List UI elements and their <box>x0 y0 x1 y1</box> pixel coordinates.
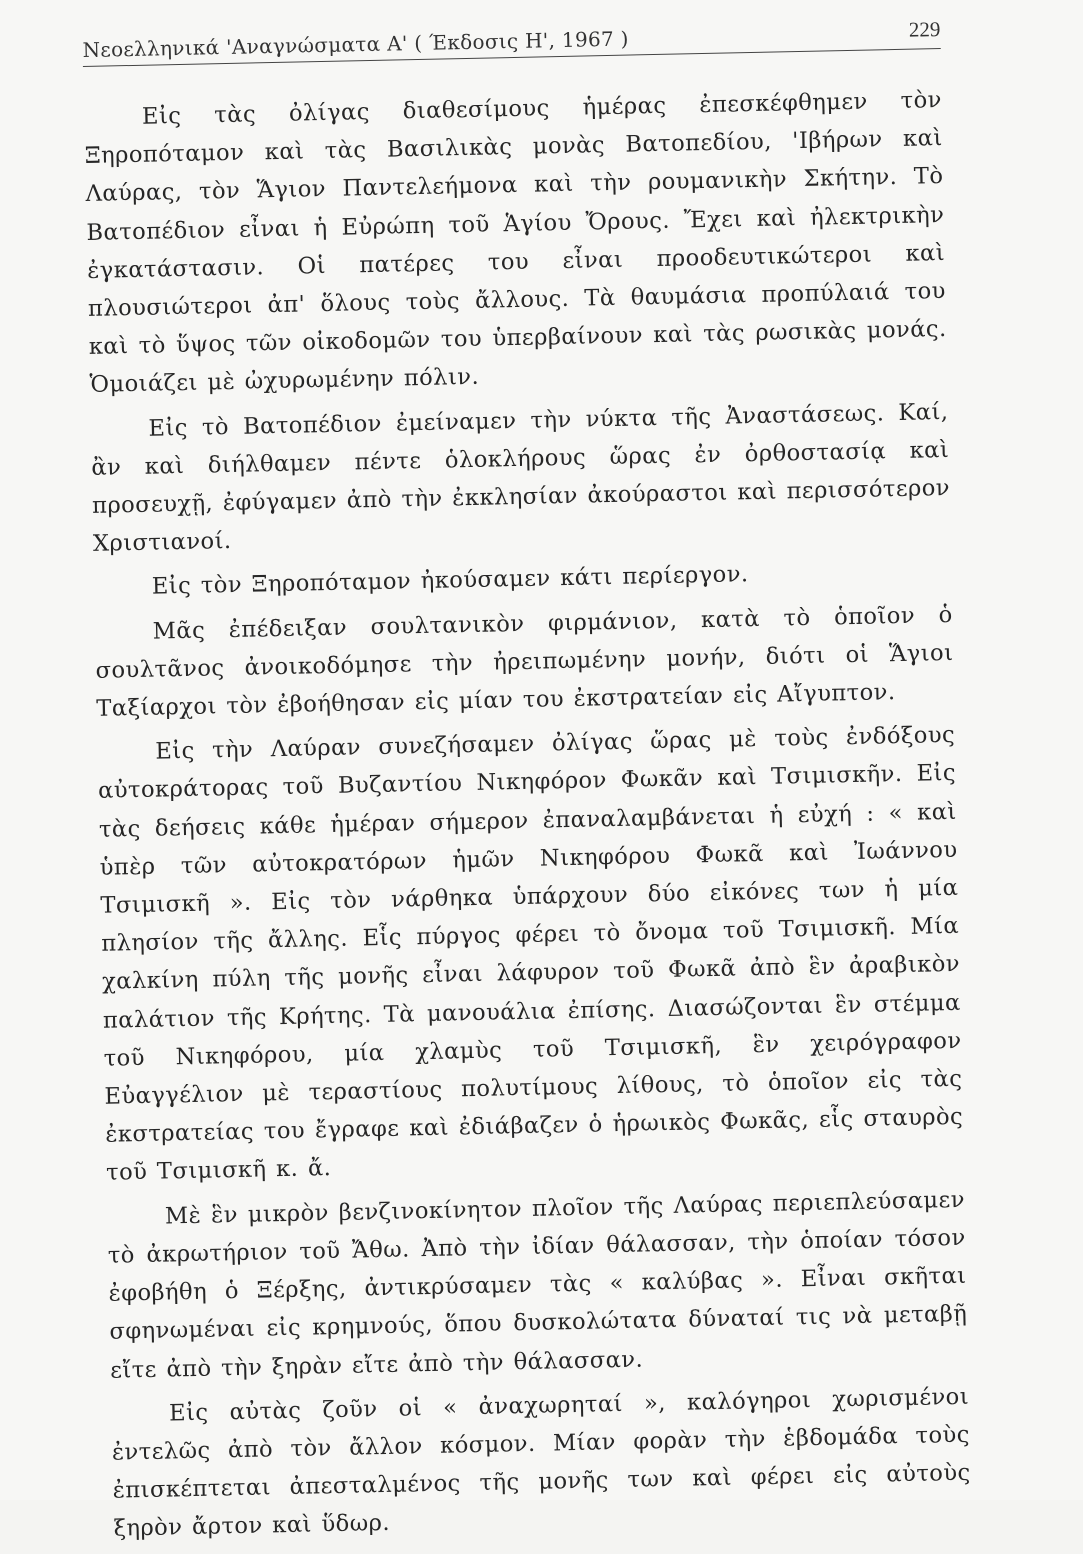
paragraph: Εἰς τὸν Ξηροπόταμον ἠκούσαμεν κάτι περίεργον. <box>151 561 749 601</box>
page-number: 229 <box>908 17 941 42</box>
paragraph: Μὲ ἓν μικρὸν βενζινοκίνητον πλοῖον τῆς Λαύρας περιεπλεύσαμεν τὸ ἀκρωτήριον τοῦ Ἄθω. Ἀπὸ τὴν ἰδίαν θάλασσαν, τὴν ὁποίαν τόσον ἐφοβήθη ὁ Ξέρξης, ἀντικρύσαμεν τὰς « καλύβας ». Εἶναι σκῆται σφηνωμέναι εἰς κρημνούς, ὅπου δυσκολώτατα δύναταί τις νὰ μεταβῇ εἴτε ἀπὸ τὴν ξηρὰν εἴτε ἀπὸ τὴν θάλασσαν. <box>107 1186 968 1384</box>
running-title: Νεοελληνικά 'Αναγνώσματα Α' ( Έκδοσις Η', 1967 ) <box>82 26 629 62</box>
body-text <box>84 81 972 1548</box>
paragraph: Μᾶς ἐπέδειξαν σουλτανικὸν φιρμάνιον, κατὰ τὸ ὁποῖον ὁ σουλτᾶνος ἀνοικοδόμησε τὴν ἠρειπωμένην μονήν, διότι οἱ Ἅγιοι Ταξίαρχοι τὸν ἐβοήθησαν εἰς μίαν του ἐκστρατείαν εἰς Αἴγυπτον. <box>95 601 954 722</box>
paragraph: Εἰς τὴν Λαύραν συνεζήσαμεν ὀλίγας ὥρας μὲ τοὺς ἐνδόξους αὐτοκράτορας τοῦ Βυζαντίου Νικηφόρον Φωκᾶν καὶ Τσιμισκῆν. Εἰς τὰς δεήσεις κάθε ἡμέραν σήμερον ἐπαναλαμβάνεται ἡ εὐχή : « καὶ ὑπὲρ τῶν αὐτοκρατόρων ἡμῶν Νικηφόρου Φωκᾶ καὶ Ἰωάννου Τσιμισκῆ ». Εἰς τὸν νάρθηκα ὑπάρχουν δύο εἰκόνες των ἡ μία πλησίον τῆς ἄλλης. Εἷς πύργος φέρει τὸ ὄνομα τοῦ Τσιμισκῆ. Μία χαλκίνη πύλη τῆς μονῆς εἶναι λάφυρον τοῦ Φωκᾶ ἀπὸ ἓν ἀραβικὸν παλάτιον τῆς Κρήτης. Τὰ μανουάλια ἐπίσης. Διασώζονται ἓν στέμμα τοῦ Νικηφόρου, μία χλαμὺς τοῦ Τσιμισκῆ, ἓν χειρόγραφον Εὐαγγέλιον μὲ τεραστίους πολυτίμους λίθους, τὸ ὁποῖον εἰς τὰς ἐκστρατείας του ἔγραφε καὶ ἐδιάβαζεν ὁ ἡρωικὸς Φωκᾶς, εἷς σταυρὸς τοῦ Τσιμισκῆ κ. ἄ. <box>97 722 964 1187</box>
paragraph: Εἰς αὐτὰς ζοῦν οἱ « ἀναχωρηταί », καλόγηροι χωρισμένοι ἐντελῶς ἀπὸ τὸν ἄλλον κόσμον. Μίαν φορὰν τὴν ἑβδομάδα τοὺς ἐπισκέπτεται ἀπεσταλμένος τῆς μονῆς των καὶ φέρει εἰς αὐτοὺς ξηρὸν ἄρτον καὶ ὕδωρ. <box>111 1383 971 1542</box>
paragraph: Εἰς τὰς ὀλίγας διαθεσίμους ἡμέρας ἐπεσκέφθημεν τὸν Ξηροπόταμον καὶ τὰς Βασιλικὰς μονὰς Βατοπεδίου, 'Ιβήρων καὶ Λαύρας, τὸν Ἅγιον Παντελεήμονα καὶ τὴν ρουμανικὴν Σκήτην. Τὸ Βατοπέδιον εἶναι ἡ Εὐρώπη τοῦ Ἁγίου Ὄρους. Ἔχει καὶ ἠλεκτρικὴν ἐγκατάστασιν. Οἱ πατέρες του εἶναι προοδευτικώτεροι καὶ πλουσιώτεροι ἀπ' ὅλους τοὺς ἄλλους. Τὰ θαυμάσια προπύλαιά του καὶ τὸ ὕψος τῶν οἰκοδομῶν του ὑπερβαίνουν καὶ τὰς ρωσικὰς μονάς. Ὁμοιάζει μὲ ὠχυρωμένην πόλιν. <box>84 87 947 399</box>
page-header <box>82 4 941 67</box>
paragraph: Εἰς τὸ Βατοπέδιον ἐμείναμεν τὴν νύκτα τῆς Ἀναστάσεως. Καί, ἂν καὶ διήλθαμεν πέντε ὁλοκλήρους ὥρας ἐν ὀρθοστασίᾳ καὶ προσευχῇ, ἐφύγαμεν ἀπὸ τὴν ἐκκλησίαν ἀκούραστοι καὶ περισσότερον Χριστιανοί. <box>91 398 951 558</box>
page-content <box>82 4 972 1554</box>
